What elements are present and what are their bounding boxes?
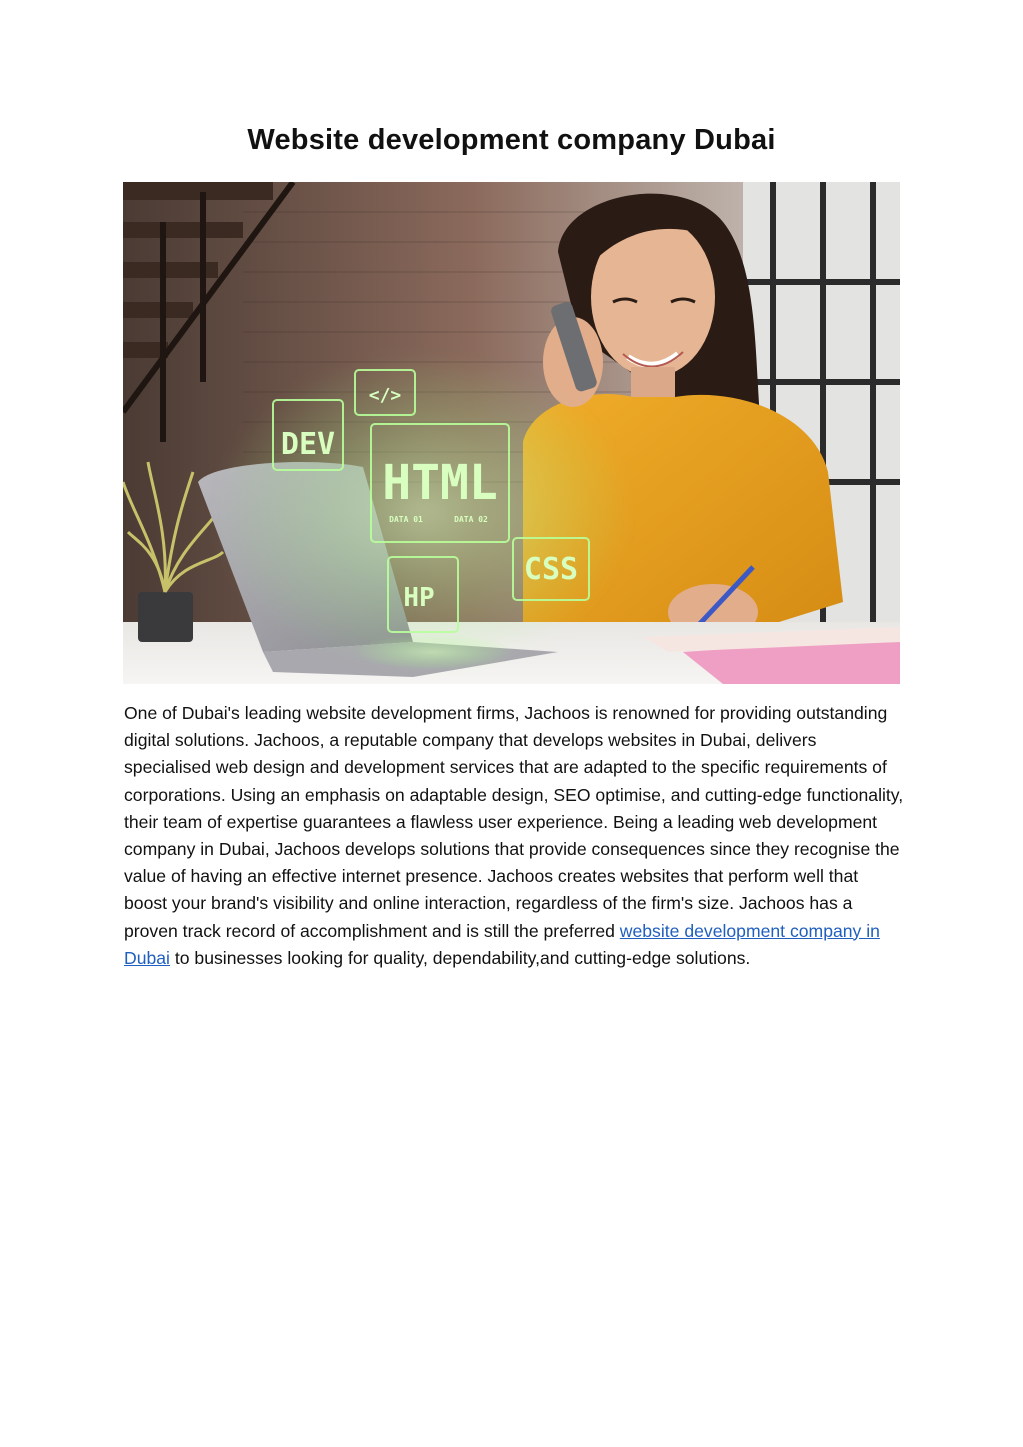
- php-label: HP: [403, 583, 435, 613]
- code-tag-label: </>: [368, 385, 402, 406]
- body-text-intro: One of Dubai's leading website development firms, Jachoos is renowned for providing outstanding digital solutions. Jachoos, a reputable company that develops websites in Dubai, delivers specialised web design and development services that are adapted to the specific requirements of corporations. Using an emphasis on adaptable design, SEO optimise, and cutting-edge functionality, their team of expertise guarantees a flawless user experience. Being a leading web development company in Dubai, Jachoos develops solutions that provide consequences since they recognise the value of having an effective internet presence. Jachoos creates websites that perform well that boost your brand's visibility and online interaction, regardless of the firm's size. Jachoos has a proven track record of accomplishment and is still the preferred: [124, 703, 904, 941]
- website-development-link[interactable]: website development company in Dubai: [124, 920, 880, 968]
- data-01-label: DATA 01: [389, 515, 423, 524]
- hero-image: [123, 182, 900, 684]
- dev-label: DEV: [280, 427, 336, 462]
- body-text-outro: to businesses looking for quality, dependability,and cutting-edge solutions.: [169, 947, 751, 968]
- body-paragraph: [124, 700, 904, 972]
- html-label: HTML: [382, 455, 498, 511]
- data-02-label: DATA 02: [454, 515, 488, 524]
- page-title: Website development company Dubai: [247, 124, 776, 156]
- css-label: CSS: [523, 552, 579, 587]
